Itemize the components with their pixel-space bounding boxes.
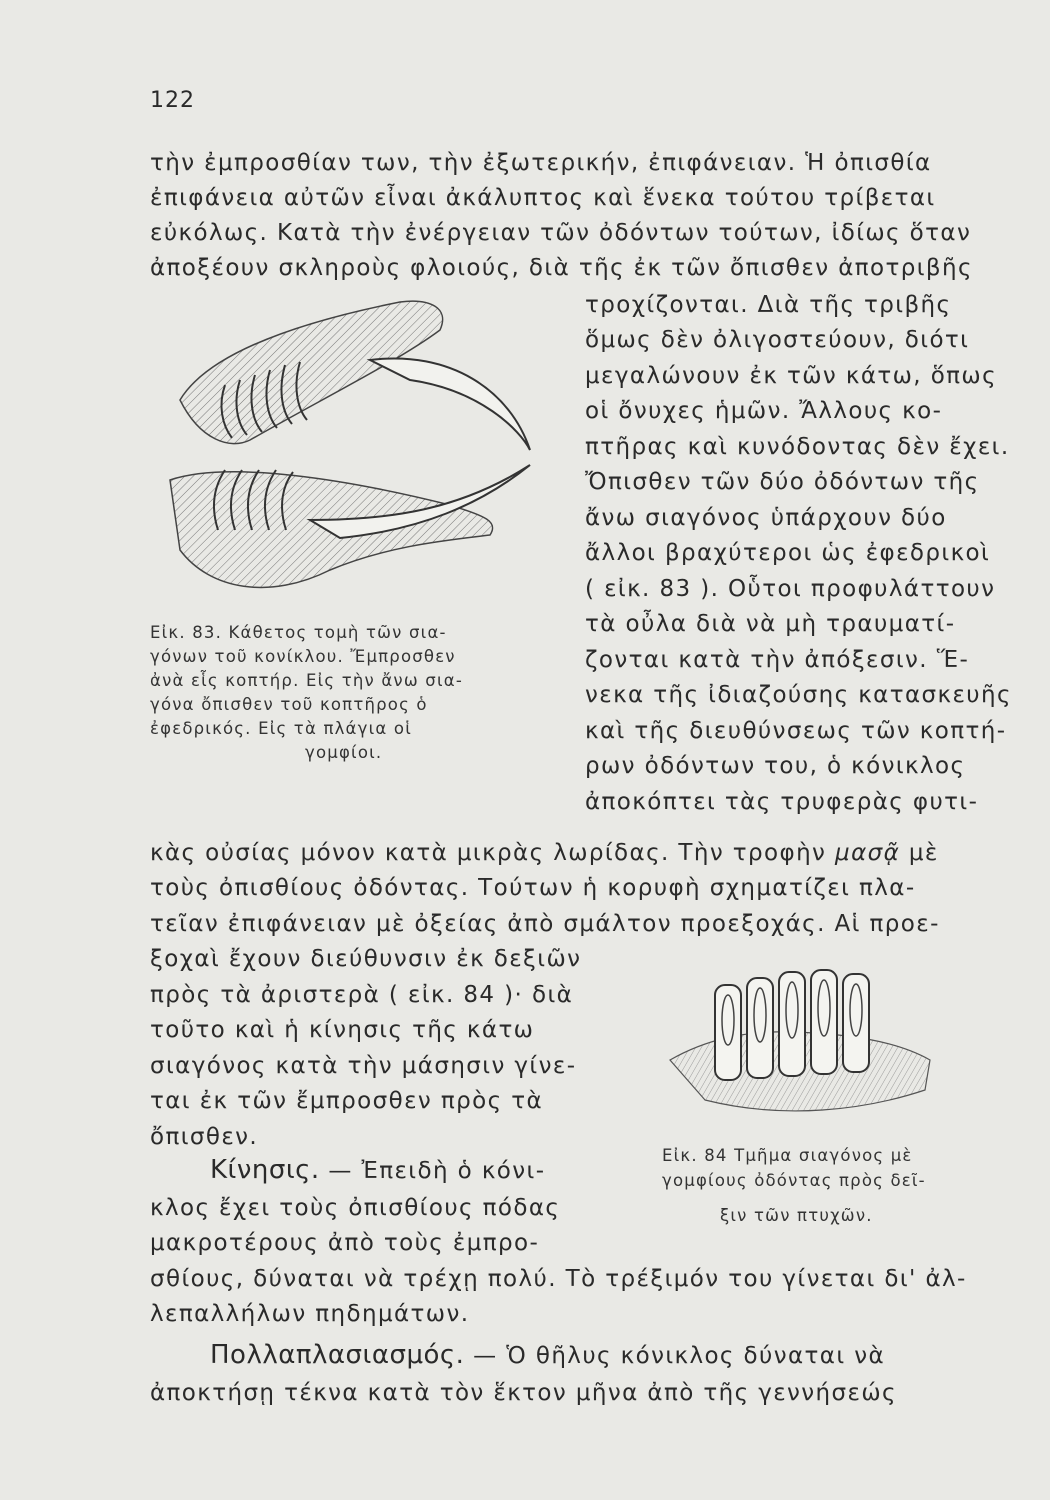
text-line	[210, 1155, 545, 1186]
text-line: νεκα τῆς ἰδιαζούσης κατασκευῆς	[585, 682, 1012, 708]
text-line: ἄνω σιαγόνος ὑπάρχουν δύο	[585, 505, 947, 531]
text-line: ἀποκόπτει τὰς τρυφερὰς φυτι-	[585, 789, 979, 815]
emphasis-word: μασᾷ	[835, 840, 901, 866]
text-span: — Ὁ θῆλυς κόνικλος δύναται νὰ	[464, 1343, 886, 1369]
text-line: ( εἰκ. 83 ). Οὗτοι προφυλάττουν	[585, 576, 996, 602]
text-span: — Ἐπειδὴ ὁ κόνι-	[319, 1158, 546, 1184]
text-line: σιαγόνος κατὰ τὴν μάσησιν γίνε-	[150, 1053, 577, 1079]
section-heading-kinisis: Κίνησις.	[210, 1155, 320, 1185]
text-line: ρων ὀδόντων του, ὁ κόνικλος	[585, 753, 966, 779]
text-line: τὴν ἐμπροσθίαν των, τὴν ἐξωτερικήν, ἐπιφάνειαν. Ἡ ὀπισθία	[150, 150, 932, 176]
text-line: ἀποξέουν σκληροὺς φλοιούς, διὰ τῆς ἐκ τῶν ὄπισθεν ἀποτριβῆς	[150, 255, 973, 281]
text-line: καὶ τῆς διευθύνσεως τῶν κοπτή-	[585, 718, 1007, 744]
text-line: ἄλλοι βραχύτεροι ὡς ἐφεδρικοὶ	[585, 540, 991, 566]
figure-83-caption-line: γομφίοι.	[305, 743, 383, 762]
text-line: σθίους, δύναται νὰ τρέχῃ πολύ. Τὸ τρέξιμόν του γίνεται δι' ἀλ-	[150, 1266, 967, 1292]
figure-84-caption-line: ξιν τῶν πτυχῶν.	[720, 1206, 873, 1225]
section-heading-pollaplasiasmos: Πολλαπλασιασμός.	[210, 1340, 465, 1370]
text-line: οἱ ὄνυχες ἡμῶν. Ἄλλους κο-	[585, 398, 943, 424]
text-line	[150, 838, 939, 868]
text-line: ται ἐκ τῶν ἔμπροσθεν πρὸς τὰ	[150, 1088, 544, 1114]
text-line: πτῆρας καὶ κυνόδοντας δὲν ἔχει.	[585, 434, 1010, 460]
text-line: Ὄπισθεν τῶν δύο ὀδόντων τῆς	[585, 469, 980, 495]
text-line: πρὸς τὰ ἀριστερὰ ( εἰκ. 84 )· διὰ	[150, 982, 574, 1008]
text-line: μεγαλώνουν ἐκ τῶν κάτω, ὅπως	[585, 363, 997, 389]
text-line: τροχίζονται. Διὰ τῆς τριβῆς	[585, 292, 952, 318]
molar-teeth-jaw-illustration	[665, 960, 935, 1125]
text-line: κλος ἔχει τοὺς ὀπισθίους πόδας	[150, 1195, 561, 1221]
page-number: 122	[150, 88, 195, 113]
text-line: τεῖαν ἐπιφάνειαν μὲ ὀξείας ἀπὸ σμάλτον προεξοχάς. Αἱ προε-	[150, 911, 940, 937]
text-span: κὰς οὐσίας μόνον κατὰ μικρὰς λωρίδας. Τὴν τροφὴν	[150, 840, 827, 866]
figure-84-caption-line: γομφίους ὀδόντας πρὸς δεῖ-	[662, 1171, 926, 1190]
text-line: ζονται κατὰ τὴν ἀπόξεσιν. Ἕ-	[585, 647, 970, 673]
figure-83-caption-line: ἐφεδρικός. Εἰς τὰ πλάγια οἱ	[150, 719, 412, 738]
text-line: μακροτέρους ἀπὸ τοὺς ἐμπρο-	[150, 1230, 540, 1256]
text-line: εὐκόλως. Κατὰ τὴν ἐνέργειαν τῶν ὀδόντων τούτων, ἰδίως ὅταν	[150, 220, 972, 246]
figure-83-caption-line: Εἰκ. 83. Κάθετος τομὴ τῶν σια-	[150, 623, 447, 642]
figure-83-caption-line: γόνα ὄπισθεν τοῦ κοπτῆρος ὁ	[150, 695, 428, 714]
text-span: μὲ	[908, 840, 939, 866]
figure-83-caption-line: γόνων τοῦ κονίκλου. Ἔμπροσθεν	[150, 647, 456, 666]
figure-84-caption-line: Εἰκ. 84 Τμῆμα σιαγόνος μὲ	[662, 1146, 913, 1165]
text-line	[210, 1340, 885, 1371]
figure-83-caption-line: ἀνὰ εἷς κοπτήρ. Εἰς τὴν ἄνω σια-	[150, 671, 463, 690]
text-line: ἀποκτήσῃ τέκνα κατὰ τὸν ἕκτον μῆνα ἀπὸ τῆς γεννήσεώς	[150, 1380, 897, 1406]
rabbit-jaw-section-illustration	[150, 290, 550, 610]
figure-84	[665, 960, 935, 1125]
text-line: λεπαλλήλων πηδημάτων.	[150, 1301, 470, 1327]
text-line: ξοχαὶ ἔχουν διεύθυνσιν ἐκ δεξιῶν	[150, 946, 582, 972]
text-line: ὄπισθεν.	[150, 1124, 259, 1150]
text-line: ὅμως δὲν ὀλιγοστεύουν, διότι	[585, 327, 970, 353]
text-line: ἐπιφάνεια αὐτῶν εἶναι ἀκάλυπτος καὶ ἕνεκα τούτου τρίβεται	[150, 185, 936, 211]
figure-83	[150, 290, 550, 610]
text-line: τοῦτο καὶ ἡ κίνησις τῆς κάτω	[150, 1017, 535, 1043]
text-line: τοὺς ὀπισθίους ὀδόντας. Τούτων ἡ κορυφὴ σχηματίζει πλα-	[150, 875, 916, 901]
text-line: τὰ οὖλα διὰ νὰ μὴ τραυματί-	[585, 611, 956, 637]
